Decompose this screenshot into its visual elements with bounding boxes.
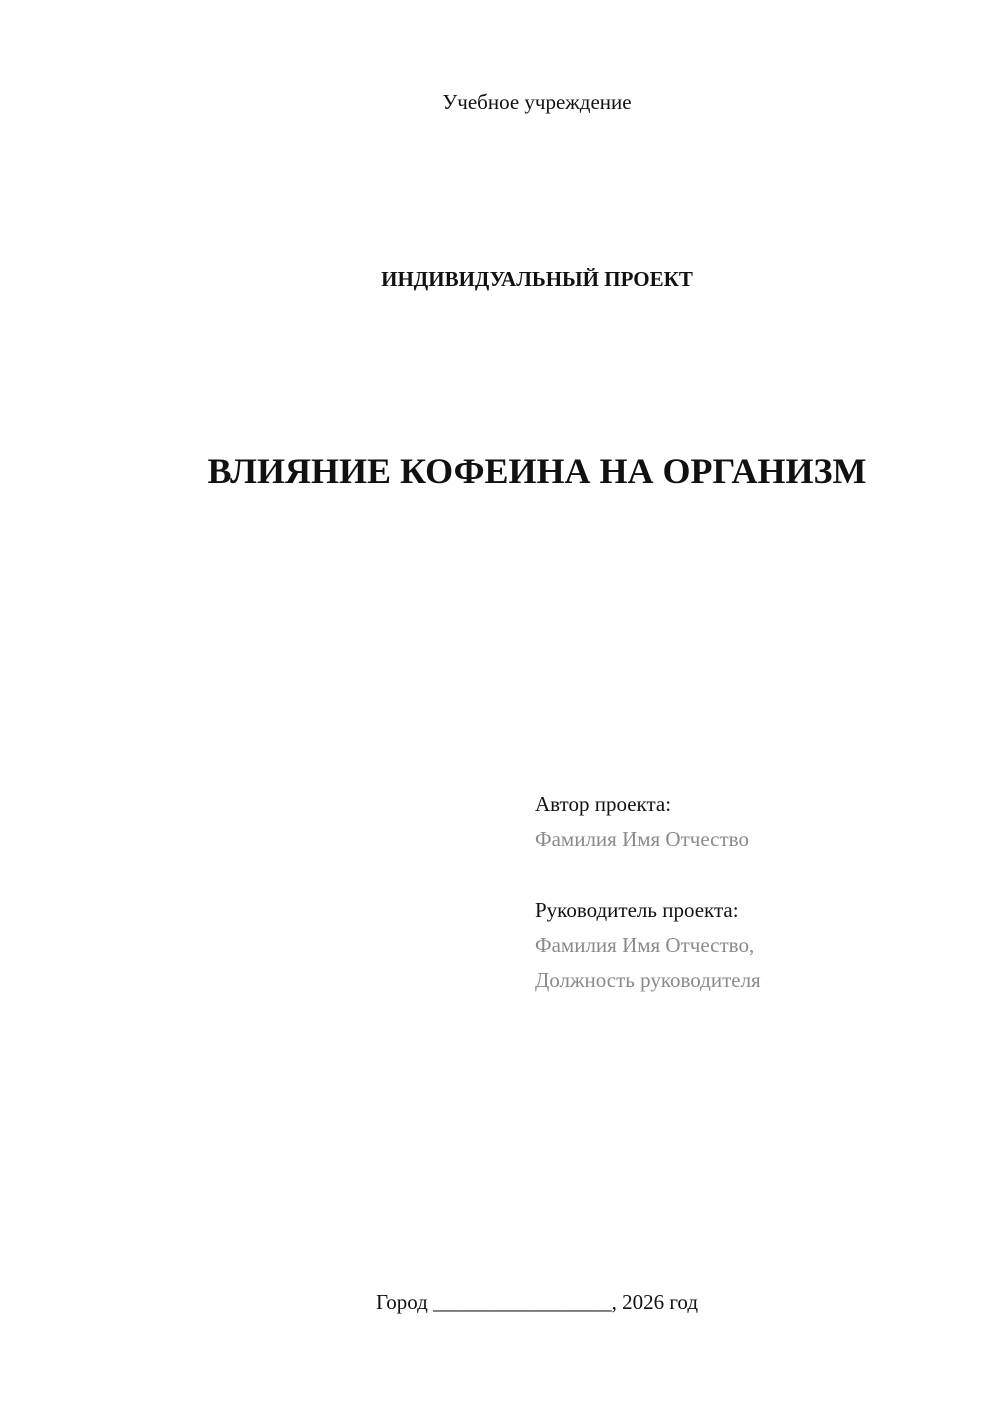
credits-block	[535, 787, 761, 998]
city-year-line: Город _________________, 2026 год	[375, 1290, 699, 1314]
author-name: Фамилия Имя Отчество	[535, 827, 749, 851]
author-label: Автор проекта:	[535, 792, 672, 816]
supervisor-name: Фамилия Имя Отчество,	[535, 933, 755, 957]
spacer	[535, 857, 761, 893]
project-title: ВЛИЯНИЕ КОФЕИНА НА ОРГАНИЗМ	[207, 451, 867, 491]
institution-name: Учебное учреждение	[442, 90, 632, 114]
supervisor-position: Должность руководителя	[535, 968, 761, 992]
project-type-heading: ИНДИВИДУАЛЬНЫЙ ПРОЕКТ	[381, 267, 693, 291]
supervisor-label: Руководитель проекта:	[535, 898, 739, 922]
